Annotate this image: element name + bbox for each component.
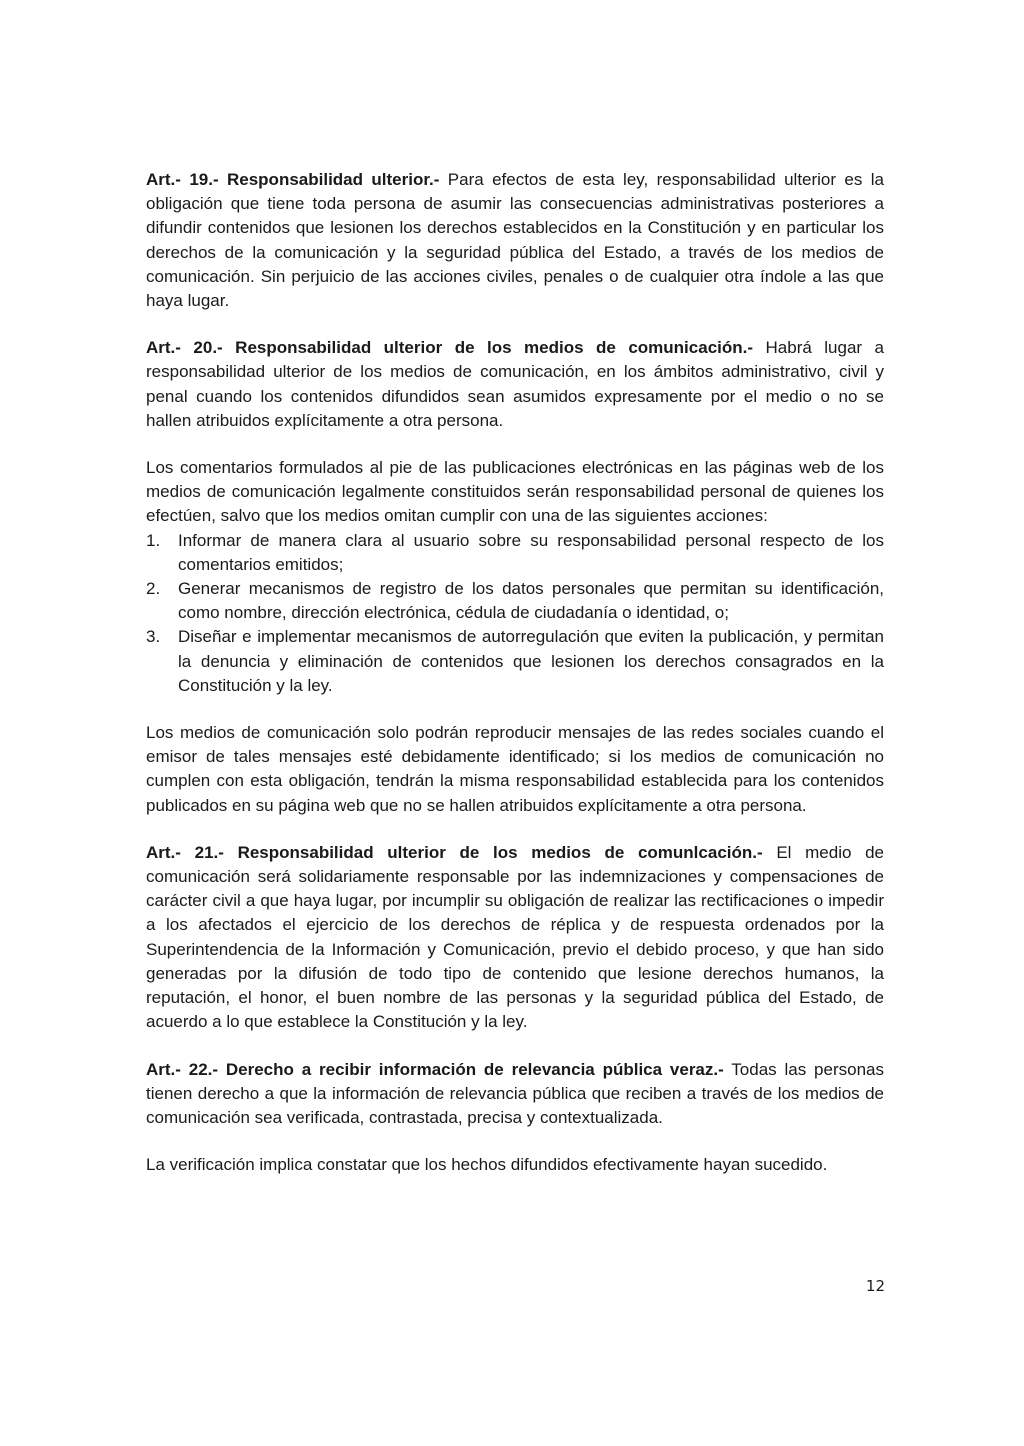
article-20-heading: Art.- 20.- Responsabilidad ulterior de los medios de comunicación.- (146, 338, 754, 358)
article-20-comments-paragraph: Los comentarios formulados al pie de las publicaciones electrónicas en las páginas web de los medios de comunicación legalmente constituidos serán responsabilidad personal de quienes los efectúen, salvo que los medios omitan cumplir con una de las siguientes acciones: (146, 458, 884, 526)
article-20-actions-list (146, 529, 884, 698)
article-19-heading: Art.- 19.- Responsabilidad ulterior.- (146, 170, 440, 189)
list-item-number: 1. (146, 530, 161, 550)
article-20-social-media-paragraph: Los medios de comunicación solo podrán reproducir mensajes de las redes sociales cuando el emisor de tales mensajes esté debidamente identificado; si los medios de comunicación no cumplen con esta obligación, tendrán la misma responsabilidad establecida para los contenidos publicados en su página web que no se hallen atribuidos explícitamente a otra persona. (146, 723, 884, 815)
list-item-text: Diseñar e implementar mecanismos de autorregulación que eviten la publicación, y permitan la denuncia y eliminación de contenidos que lesionen los derechos consagrados en la Constitución y la ley. (178, 627, 884, 695)
list-item-number: 2. (146, 579, 161, 599)
article-22 (146, 1058, 884, 1131)
article-22-heading: Art.- 22.- Derecho a recibir información de relevancia pública veraz.- (146, 1059, 724, 1079)
article-22-text: Todas las personas tienen derecho a que la información de relevancia pública que reciben a través de los medios de comunicación sea verificada, contrastada, precisa y contextualizada. (146, 1059, 884, 1127)
article-21 (146, 841, 884, 1035)
article-21-text: El medio de comunicación será solidariamente responsable por las indemnizaciones y compensaciones de carácter civil a que haya lugar, por incumplir su obligación de realizar las rectificaciones o impedir a los afectados el ejercicio de los derechos de réplica y de respuesta ordenados por la Superintendencia de la Información y Comunicación, previo el debido proceso, y que han sido generadas por la difusión de todo tipo de contenido que lesione derechos humanos, la reputación, el honor, el buen nombre de las personas y la seguridad pública del Estado, de acuerdo a lo que establece la Constitución y la ley. (146, 842, 885, 1032)
document-page (146, 168, 884, 1200)
list-item-number: 3. (146, 627, 161, 647)
page-number: 12 (865, 1277, 885, 1295)
list-item (146, 577, 884, 625)
list-item-text: Informar de manera clara al usuario sobre su responsabilidad personal respecto de los comentarios emitidos; (178, 530, 884, 574)
article-22-verification-paragraph: La verificación implica constatar que los hechos difundidos efectivamente hayan sucedido. (146, 1155, 828, 1175)
list-item (146, 625, 884, 698)
article-21-heading: Art.- 21.- Responsabilidad ulterior de los medios de comunlcación.- (146, 842, 763, 862)
article-19-text: Para efectos de esta ley, responsabilidad ulterior es la obligación que tiene toda persona de asumir las consecuencias administrativas posteriores a difundir contenidos que lesionen los derechos establecidos en la Constitución y en particular los derechos de la comunicación y la seguridad pública del Estado, a través de los medios de comunicación. Sin perjuicio de las acciones civiles, penales o de cualquier otra índole a las que haya lugar. (146, 170, 884, 311)
article-20 (146, 336, 884, 433)
article-19 (146, 168, 884, 313)
list-item-text: Generar mecanismos de registro de los datos personales que permitan su identificación, como nombre, dirección electrónica, cédula de ciudadanía o identidad, o; (178, 579, 884, 623)
list-item (146, 529, 884, 577)
article-20-text: Habrá lugar a responsabilidad ulterior de los medios de comunicación, en los ámbitos administrativo, civil y penal cuando los contenidos difundidos sean asumidos expresamente por el medio o no se hallen atribuidos explícitamente a otra persona. (146, 338, 885, 430)
